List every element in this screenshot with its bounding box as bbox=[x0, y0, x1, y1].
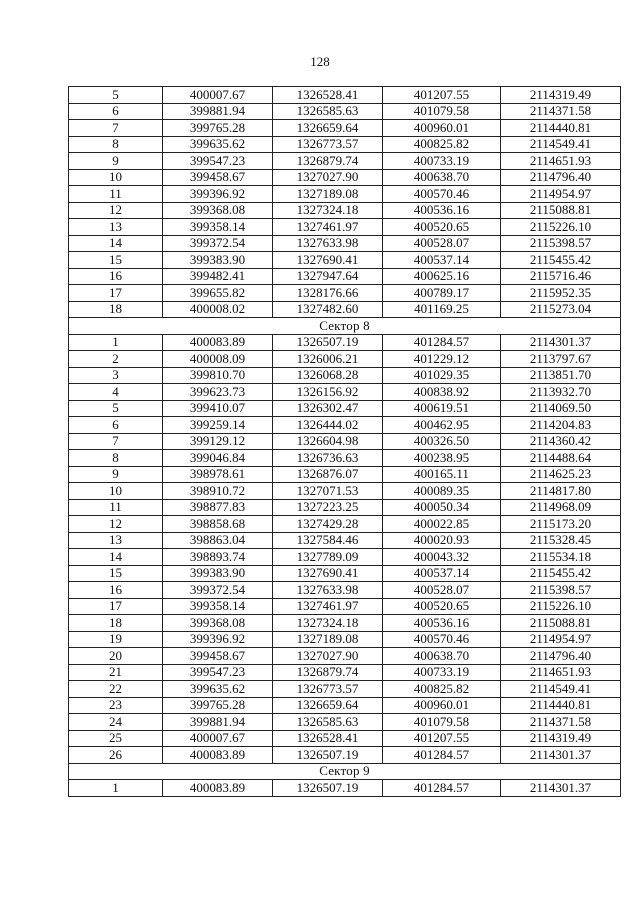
y2-cell: 2114796.40 bbox=[501, 169, 621, 186]
x1-cell: 399383.90 bbox=[163, 565, 273, 582]
table-row bbox=[69, 648, 621, 665]
y1-cell: 1326068.28 bbox=[273, 367, 383, 384]
table-row bbox=[69, 103, 621, 120]
y1-cell: 1326773.57 bbox=[273, 136, 383, 153]
x2-cell: 401029.35 bbox=[383, 367, 501, 384]
y1-cell: 1327071.53 bbox=[273, 483, 383, 500]
y2-cell: 2114549.41 bbox=[501, 681, 621, 698]
x1-cell: 399046.84 bbox=[163, 450, 273, 467]
x1-cell: 399881.94 bbox=[163, 103, 273, 120]
table-row bbox=[69, 417, 621, 434]
y2-cell: 2114651.93 bbox=[501, 153, 621, 170]
y2-cell: 2114301.37 bbox=[501, 747, 621, 764]
point-number-cell: 22 bbox=[69, 681, 163, 698]
y2-cell: 2114651.93 bbox=[501, 664, 621, 681]
table-row bbox=[69, 615, 621, 632]
y1-cell: 1326507.19 bbox=[273, 780, 383, 797]
point-number-cell: 19 bbox=[69, 631, 163, 648]
y2-cell: 2115455.42 bbox=[501, 565, 621, 582]
x1-cell: 398858.68 bbox=[163, 516, 273, 533]
table-row bbox=[69, 499, 621, 516]
x2-cell: 400570.46 bbox=[383, 186, 501, 203]
x2-cell: 400326.50 bbox=[383, 433, 501, 450]
table-row bbox=[69, 186, 621, 203]
x1-cell: 399410.07 bbox=[163, 400, 273, 417]
x1-cell: 400083.89 bbox=[163, 747, 273, 764]
table-row bbox=[69, 334, 621, 351]
table-row bbox=[69, 582, 621, 599]
x2-cell: 400733.19 bbox=[383, 664, 501, 681]
y1-cell: 1327027.90 bbox=[273, 169, 383, 186]
point-number-cell: 4 bbox=[69, 384, 163, 401]
y1-cell: 1326879.74 bbox=[273, 664, 383, 681]
x1-cell: 399765.28 bbox=[163, 120, 273, 137]
y1-cell: 1326659.64 bbox=[273, 120, 383, 137]
x2-cell: 400625.16 bbox=[383, 268, 501, 285]
point-number-cell: 8 bbox=[69, 450, 163, 467]
table-row bbox=[69, 631, 621, 648]
x2-cell: 400537.14 bbox=[383, 565, 501, 582]
x1-cell: 399129.12 bbox=[163, 433, 273, 450]
table-row bbox=[69, 219, 621, 236]
table-row bbox=[69, 202, 621, 219]
y2-cell: 2114319.49 bbox=[501, 87, 621, 104]
y1-cell: 1326585.63 bbox=[273, 103, 383, 120]
y2-cell: 2114204.83 bbox=[501, 417, 621, 434]
x2-cell: 401284.57 bbox=[383, 780, 501, 797]
x1-cell: 399881.94 bbox=[163, 714, 273, 731]
x1-cell: 400007.67 bbox=[163, 730, 273, 747]
y1-cell: 1327189.08 bbox=[273, 631, 383, 648]
y2-cell: 2114625.23 bbox=[501, 466, 621, 483]
y1-cell: 1327633.98 bbox=[273, 582, 383, 599]
y1-cell: 1327584.46 bbox=[273, 532, 383, 549]
x2-cell: 401079.58 bbox=[383, 103, 501, 120]
y2-cell: 2114817.80 bbox=[501, 483, 621, 500]
x2-cell: 400020.93 bbox=[383, 532, 501, 549]
point-number-cell: 12 bbox=[69, 202, 163, 219]
y1-cell: 1326156.92 bbox=[273, 384, 383, 401]
table-row bbox=[69, 714, 621, 731]
point-number-cell: 5 bbox=[69, 87, 163, 104]
table-row bbox=[69, 400, 621, 417]
y2-cell: 2114549.41 bbox=[501, 136, 621, 153]
y2-cell: 2114954.97 bbox=[501, 186, 621, 203]
x2-cell: 400043.32 bbox=[383, 549, 501, 566]
x1-cell: 399547.23 bbox=[163, 664, 273, 681]
x1-cell: 399259.14 bbox=[163, 417, 273, 434]
x2-cell: 400960.01 bbox=[383, 120, 501, 137]
x2-cell: 400536.16 bbox=[383, 202, 501, 219]
coordinates-table-body bbox=[69, 87, 621, 797]
point-number-cell: 7 bbox=[69, 433, 163, 450]
y2-cell: 2113932.70 bbox=[501, 384, 621, 401]
x1-cell: 399383.90 bbox=[163, 252, 273, 269]
x2-cell: 401207.55 bbox=[383, 730, 501, 747]
point-number-cell: 10 bbox=[69, 169, 163, 186]
table-row bbox=[69, 351, 621, 368]
point-number-cell: 2 bbox=[69, 351, 163, 368]
x1-cell: 399810.70 bbox=[163, 367, 273, 384]
x1-cell: 399635.62 bbox=[163, 681, 273, 698]
x1-cell: 400007.67 bbox=[163, 87, 273, 104]
table-row bbox=[69, 730, 621, 747]
sector-header-row bbox=[69, 763, 621, 780]
y1-cell: 1326659.64 bbox=[273, 697, 383, 714]
point-number-cell: 8 bbox=[69, 136, 163, 153]
table-row bbox=[69, 252, 621, 269]
y1-cell: 1326006.21 bbox=[273, 351, 383, 368]
table-row bbox=[69, 120, 621, 137]
x2-cell: 400733.19 bbox=[383, 153, 501, 170]
point-number-cell: 6 bbox=[69, 103, 163, 120]
point-number-cell: 17 bbox=[69, 598, 163, 615]
x2-cell: 400089.35 bbox=[383, 483, 501, 500]
x1-cell: 400083.89 bbox=[163, 334, 273, 351]
y1-cell: 1326876.07 bbox=[273, 466, 383, 483]
table-row bbox=[69, 565, 621, 582]
x2-cell: 400619.51 bbox=[383, 400, 501, 417]
table-row bbox=[69, 268, 621, 285]
y1-cell: 1326736.63 bbox=[273, 450, 383, 467]
y1-cell: 1327189.08 bbox=[273, 186, 383, 203]
y1-cell: 1327690.41 bbox=[273, 252, 383, 269]
table-row bbox=[69, 681, 621, 698]
point-number-cell: 13 bbox=[69, 219, 163, 236]
y2-cell: 2115226.10 bbox=[501, 219, 621, 236]
x1-cell: 399368.08 bbox=[163, 202, 273, 219]
point-number-cell: 12 bbox=[69, 516, 163, 533]
x1-cell: 400008.09 bbox=[163, 351, 273, 368]
point-number-cell: 1 bbox=[69, 780, 163, 797]
x2-cell: 400022.85 bbox=[383, 516, 501, 533]
x1-cell: 399396.92 bbox=[163, 631, 273, 648]
y2-cell: 2114440.81 bbox=[501, 120, 621, 137]
y1-cell: 1326528.41 bbox=[273, 87, 383, 104]
y2-cell: 2114488.64 bbox=[501, 450, 621, 467]
y2-cell: 2115952.35 bbox=[501, 285, 621, 302]
x2-cell: 400838.92 bbox=[383, 384, 501, 401]
y1-cell: 1326604.98 bbox=[273, 433, 383, 450]
x2-cell: 400165.11 bbox=[383, 466, 501, 483]
x2-cell: 400638.70 bbox=[383, 648, 501, 665]
table-row bbox=[69, 664, 621, 681]
page-number: 128 bbox=[310, 54, 330, 69]
x1-cell: 399623.73 bbox=[163, 384, 273, 401]
table-row bbox=[69, 285, 621, 302]
y1-cell: 1327947.64 bbox=[273, 268, 383, 285]
table-row bbox=[69, 450, 621, 467]
y2-cell: 2115534.18 bbox=[501, 549, 621, 566]
point-number-cell: 10 bbox=[69, 483, 163, 500]
point-number-cell: 24 bbox=[69, 714, 163, 731]
y2-cell: 2114360.42 bbox=[501, 433, 621, 450]
table-row bbox=[69, 780, 621, 797]
point-number-cell: 14 bbox=[69, 235, 163, 252]
x1-cell: 399358.14 bbox=[163, 598, 273, 615]
y1-cell: 1327461.97 bbox=[273, 598, 383, 615]
x2-cell: 400528.07 bbox=[383, 235, 501, 252]
x2-cell: 400570.46 bbox=[383, 631, 501, 648]
x2-cell: 401284.57 bbox=[383, 747, 501, 764]
table-row bbox=[69, 433, 621, 450]
x1-cell: 399458.67 bbox=[163, 169, 273, 186]
table-row bbox=[69, 483, 621, 500]
table-row bbox=[69, 747, 621, 764]
sector-header: Сектор 8 bbox=[69, 318, 621, 335]
point-number-cell: 21 bbox=[69, 664, 163, 681]
coordinates-table bbox=[68, 86, 621, 797]
y1-cell: 1326302.47 bbox=[273, 400, 383, 417]
x2-cell: 400520.65 bbox=[383, 219, 501, 236]
x2-cell: 400238.95 bbox=[383, 450, 501, 467]
y1-cell: 1327429.28 bbox=[273, 516, 383, 533]
point-number-cell: 11 bbox=[69, 186, 163, 203]
table-row bbox=[69, 697, 621, 714]
x1-cell: 399655.82 bbox=[163, 285, 273, 302]
table-row bbox=[69, 384, 621, 401]
x2-cell: 400825.82 bbox=[383, 136, 501, 153]
y1-cell: 1326444.02 bbox=[273, 417, 383, 434]
x2-cell: 400825.82 bbox=[383, 681, 501, 698]
x2-cell: 400050.34 bbox=[383, 499, 501, 516]
table-row bbox=[69, 532, 621, 549]
y2-cell: 2113851.70 bbox=[501, 367, 621, 384]
x1-cell: 399635.62 bbox=[163, 136, 273, 153]
x2-cell: 400536.16 bbox=[383, 615, 501, 632]
point-number-cell: 15 bbox=[69, 252, 163, 269]
y2-cell: 2114301.37 bbox=[501, 334, 621, 351]
x1-cell: 399372.54 bbox=[163, 582, 273, 599]
y2-cell: 2115226.10 bbox=[501, 598, 621, 615]
y1-cell: 1328176.66 bbox=[273, 285, 383, 302]
y2-cell: 2115398.57 bbox=[501, 582, 621, 599]
point-number-cell: 3 bbox=[69, 367, 163, 384]
y2-cell: 2114954.97 bbox=[501, 631, 621, 648]
x1-cell: 400008.02 bbox=[163, 301, 273, 318]
y2-cell: 2114440.81 bbox=[501, 697, 621, 714]
x2-cell: 400789.17 bbox=[383, 285, 501, 302]
y1-cell: 1326585.63 bbox=[273, 714, 383, 731]
point-number-cell: 9 bbox=[69, 153, 163, 170]
point-number-cell: 11 bbox=[69, 499, 163, 516]
y2-cell: 2115088.81 bbox=[501, 202, 621, 219]
y1-cell: 1327027.90 bbox=[273, 648, 383, 665]
table-row bbox=[69, 136, 621, 153]
x2-cell: 400960.01 bbox=[383, 697, 501, 714]
x1-cell: 398877.83 bbox=[163, 499, 273, 516]
y1-cell: 1327789.09 bbox=[273, 549, 383, 566]
y2-cell: 2115398.57 bbox=[501, 235, 621, 252]
table-row bbox=[69, 516, 621, 533]
y1-cell: 1326773.57 bbox=[273, 681, 383, 698]
y2-cell: 2115173.20 bbox=[501, 516, 621, 533]
table-row bbox=[69, 235, 621, 252]
y2-cell: 2115273.04 bbox=[501, 301, 621, 318]
y2-cell: 2115716.46 bbox=[501, 268, 621, 285]
point-number-cell: 6 bbox=[69, 417, 163, 434]
point-number-cell: 1 bbox=[69, 334, 163, 351]
x2-cell: 401284.57 bbox=[383, 334, 501, 351]
point-number-cell: 25 bbox=[69, 730, 163, 747]
point-number-cell: 16 bbox=[69, 268, 163, 285]
point-number-cell: 20 bbox=[69, 648, 163, 665]
x1-cell: 399358.14 bbox=[163, 219, 273, 236]
x2-cell: 400537.14 bbox=[383, 252, 501, 269]
x1-cell: 399482.41 bbox=[163, 268, 273, 285]
x1-cell: 398978.61 bbox=[163, 466, 273, 483]
y2-cell: 2114796.40 bbox=[501, 648, 621, 665]
x2-cell: 401079.58 bbox=[383, 714, 501, 731]
y1-cell: 1327690.41 bbox=[273, 565, 383, 582]
sector-header-row bbox=[69, 318, 621, 335]
x2-cell: 401207.55 bbox=[383, 87, 501, 104]
y2-cell: 2114069.50 bbox=[501, 400, 621, 417]
y1-cell: 1327223.25 bbox=[273, 499, 383, 516]
x2-cell: 401169.25 bbox=[383, 301, 501, 318]
table-row bbox=[69, 87, 621, 104]
x1-cell: 399396.92 bbox=[163, 186, 273, 203]
y2-cell: 2114301.37 bbox=[501, 780, 621, 797]
point-number-cell: 13 bbox=[69, 532, 163, 549]
y2-cell: 2113797.67 bbox=[501, 351, 621, 368]
y2-cell: 2115455.42 bbox=[501, 252, 621, 269]
x2-cell: 400462.95 bbox=[383, 417, 501, 434]
table-row bbox=[69, 549, 621, 566]
point-number-cell: 7 bbox=[69, 120, 163, 137]
table-row bbox=[69, 169, 621, 186]
point-number-cell: 18 bbox=[69, 615, 163, 632]
y1-cell: 1327633.98 bbox=[273, 235, 383, 252]
x2-cell: 400520.65 bbox=[383, 598, 501, 615]
point-number-cell: 9 bbox=[69, 466, 163, 483]
x1-cell: 399372.54 bbox=[163, 235, 273, 252]
x1-cell: 399368.08 bbox=[163, 615, 273, 632]
table-row bbox=[69, 466, 621, 483]
y1-cell: 1326879.74 bbox=[273, 153, 383, 170]
table-row bbox=[69, 367, 621, 384]
x1-cell: 398863.04 bbox=[163, 532, 273, 549]
table-row bbox=[69, 153, 621, 170]
point-number-cell: 18 bbox=[69, 301, 163, 318]
x1-cell: 399765.28 bbox=[163, 697, 273, 714]
y2-cell: 2114319.49 bbox=[501, 730, 621, 747]
point-number-cell: 16 bbox=[69, 582, 163, 599]
point-number-cell: 23 bbox=[69, 697, 163, 714]
x1-cell: 398893.74 bbox=[163, 549, 273, 566]
sector-header: Сектор 9 bbox=[69, 763, 621, 780]
y2-cell: 2114968.09 bbox=[501, 499, 621, 516]
y2-cell: 2115328.45 bbox=[501, 532, 621, 549]
x2-cell: 400638.70 bbox=[383, 169, 501, 186]
x1-cell: 400083.89 bbox=[163, 780, 273, 797]
y2-cell: 2114371.58 bbox=[501, 103, 621, 120]
point-number-cell: 17 bbox=[69, 285, 163, 302]
point-number-cell: 26 bbox=[69, 747, 163, 764]
point-number-cell: 5 bbox=[69, 400, 163, 417]
x1-cell: 399458.67 bbox=[163, 648, 273, 665]
y1-cell: 1326507.19 bbox=[273, 334, 383, 351]
x2-cell: 400528.07 bbox=[383, 582, 501, 599]
x2-cell: 401229.12 bbox=[383, 351, 501, 368]
table-row bbox=[69, 301, 621, 318]
x1-cell: 398910.72 bbox=[163, 483, 273, 500]
table-row bbox=[69, 598, 621, 615]
x1-cell: 399547.23 bbox=[163, 153, 273, 170]
point-number-cell: 14 bbox=[69, 549, 163, 566]
y1-cell: 1326507.19 bbox=[273, 747, 383, 764]
y2-cell: 2114371.58 bbox=[501, 714, 621, 731]
y1-cell: 1327482.60 bbox=[273, 301, 383, 318]
y1-cell: 1327461.97 bbox=[273, 219, 383, 236]
y1-cell: 1327324.18 bbox=[273, 202, 383, 219]
point-number-cell: 15 bbox=[69, 565, 163, 582]
y1-cell: 1326528.41 bbox=[273, 730, 383, 747]
y2-cell: 2115088.81 bbox=[501, 615, 621, 632]
y1-cell: 1327324.18 bbox=[273, 615, 383, 632]
